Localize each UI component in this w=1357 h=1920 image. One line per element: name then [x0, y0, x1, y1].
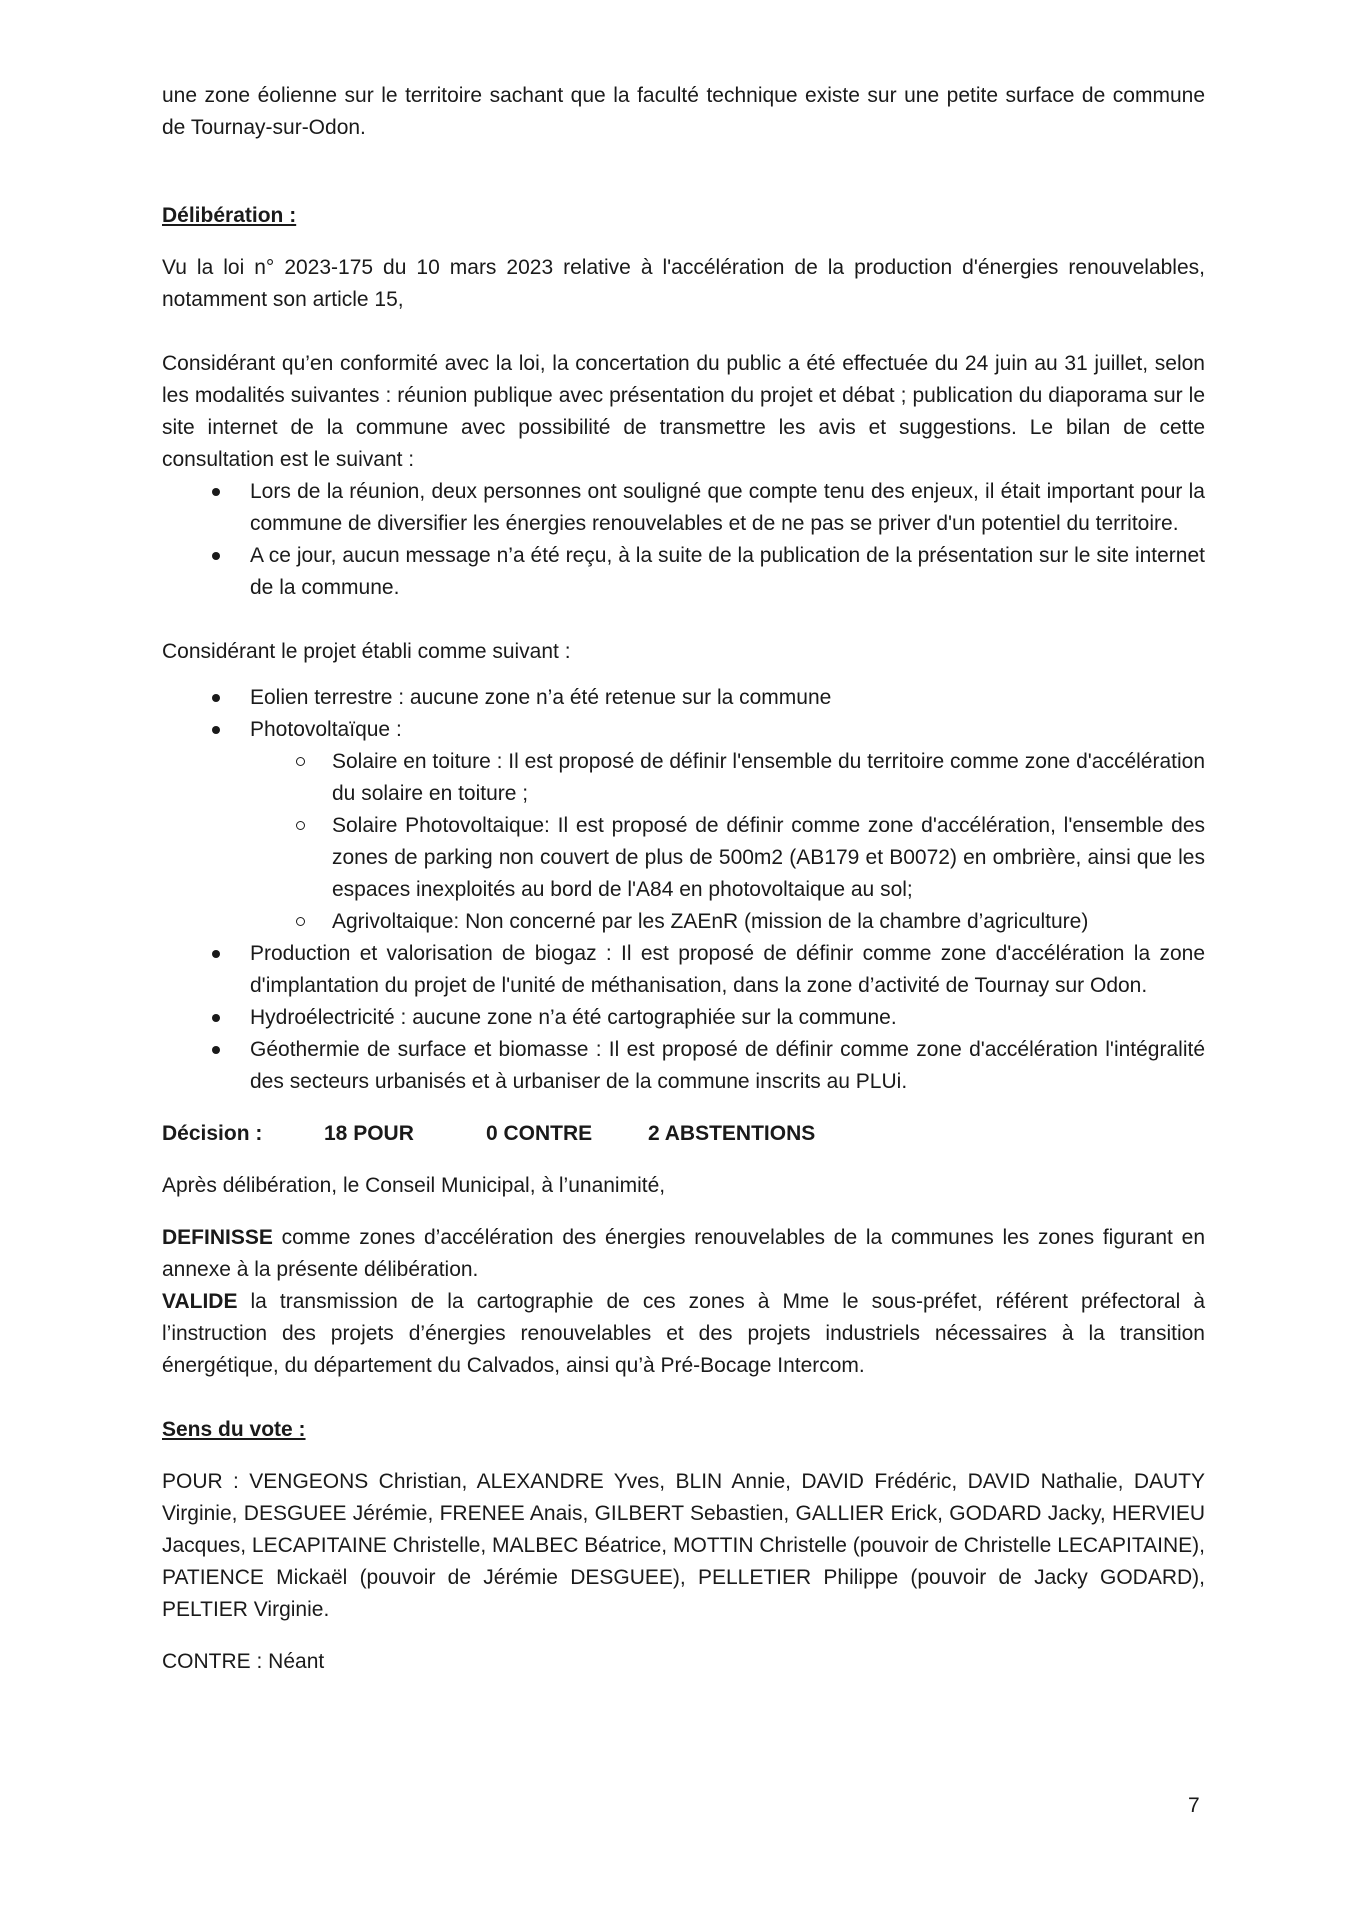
intro-paragraph: une zone éolienne sur le territoire sachant que la faculté technique existe sur une petite surface de commune de Tournay-sur-Odon. — [162, 84, 1205, 139]
decision-label: Décision : — [162, 1122, 263, 1145]
projet-list — [162, 682, 1205, 1098]
photovoltaique-sublist — [250, 746, 1205, 938]
valide-keyword: VALIDE — [162, 1290, 238, 1313]
page-number: 7 — [1188, 1794, 1200, 1817]
valide-paragraph — [162, 1286, 1205, 1382]
list-item-biogaz: Production et valorisation de biogaz : Il est proposé de définir comme zone d'accélération la zone d'implantation du projet de l'unité de méthanisation, dans la zone d’activité de Tournay sur Odon. — [162, 938, 1205, 1002]
definisse-paragraph — [162, 1222, 1205, 1286]
decision-abstentions: 2 ABSTENTIONS — [648, 1122, 816, 1145]
sublist-item: Agrivoltaique: Non concerné par les ZAEnR (mission de la chambre d’agriculture) — [250, 906, 1205, 938]
decision-contre: 0 CONTRE — [486, 1122, 593, 1145]
bilan-list — [162, 476, 1205, 604]
list-item-geothermie: Géothermie de surface et biomasse : Il est proposé de définir comme zone d'accélération l'intégralité des secteurs urbanisés et à urbaniser de la commune inscrits au PLUi. — [162, 1034, 1205, 1098]
definisse-text: comme zones d’accélération des énergies renouvelables de la communes les zones figurant en annexe à la présente délibération. — [162, 1226, 1205, 1281]
list-item-hydro: Hydroélectricité : aucune zone n’a été cartographiée sur la commune. — [162, 1002, 1205, 1034]
list-item: A ce jour, aucun message n’a été reçu, à la suite de la publication de la présentation sur le site internet de la commune. — [162, 540, 1205, 604]
contre-list-paragraph: CONTRE : Néant — [162, 1650, 325, 1673]
valide-text: la transmission de la cartographie de ces zones à Mme le sous-préfet, référent préfectoral à l’instruction des projets d’énergies renouvelables et des projets industriels nécessaires à la transition énergétique, du département du Calvados, ainsi qu’à Pré-Bocage Intercom. — [162, 1290, 1205, 1377]
vu-la-loi-paragraph: Vu la loi n° 2023-175 du 10 mars 2023 relative à l'accélération de la production d'énergies renouvelables, notamment son article 15, — [162, 256, 1205, 311]
decision-pour: 18 POUR — [324, 1122, 414, 1145]
considerant-concertation-paragraph: Considérant qu’en conformité avec la loi, la concertation du public a été effectuée du 24 juin au 31 juillet, selon les modalités suivantes : réunion publique avec présentation du projet et débat ; publication du diaporama sur le site internet de la commune avec possibilité de transmettre les avis et suggestions. Le bilan de cette consultation est le suivant : — [162, 352, 1205, 471]
photovoltaique-label: Photovoltaïque : — [250, 718, 402, 741]
list-item: Lors de la réunion, deux personnes ont souligné que compte tenu des enjeux, il était important pour la commune de diversifier les énergies renouvelables et de ne pas se priver d'un potentiel du territoire. — [162, 476, 1205, 540]
deliberation-heading: Délibération : — [162, 204, 297, 227]
list-item-eolien: Eolien terrestre : aucune zone n’a été retenue sur la commune — [162, 682, 1205, 714]
sens-du-vote-heading: Sens du vote : — [162, 1418, 306, 1441]
decision-line — [162, 1118, 1205, 1150]
pour-list-paragraph: POUR : VENGEONS Christian, ALEXANDRE Yves, BLIN Annie, DAVID Frédéric, DAVID Nathalie, DAUTY Virginie, DESGUEE Jérémie, FRENEE Anais, GILBERT Sebastien, GALLIER Erick, GODARD Jacky, HERVIEU Jacques, LECAPITAINE Christelle, MALBEC Béatrice, MOTTIN Christelle (pouvoir de Christelle LECAPITAINE), PATIENCE Mickaël (pouvoir de Jérémie DESGUEE), PELLETIER Philippe (pouvoir de Jacky GODARD), PELTIER Virginie. — [162, 1470, 1205, 1621]
sublist-item: Solaire Photovoltaique: Il est proposé de définir comme zone d'accélération, l'ensemble des zones de parking non couvert de plus de 500m2 (AB179 et B0072) en ombrière, ainsi que les espaces inexploités au bord de l'A84 en photovoltaique au sol; — [250, 810, 1205, 906]
definisse-keyword: DEFINISSE — [162, 1226, 273, 1249]
list-item-photovoltaique — [162, 714, 1205, 938]
sublist-item: Solaire en toiture : Il est proposé de définir l'ensemble du territoire comme zone d'accélération du solaire en toiture ; — [250, 746, 1205, 810]
apres-deliberation-paragraph: Après délibération, le Conseil Municipal, à l’unanimité, — [162, 1174, 666, 1197]
document-page — [162, 80, 1205, 1678]
considerant-projet-paragraph: Considérant le projet établi comme suivant : — [162, 640, 571, 663]
